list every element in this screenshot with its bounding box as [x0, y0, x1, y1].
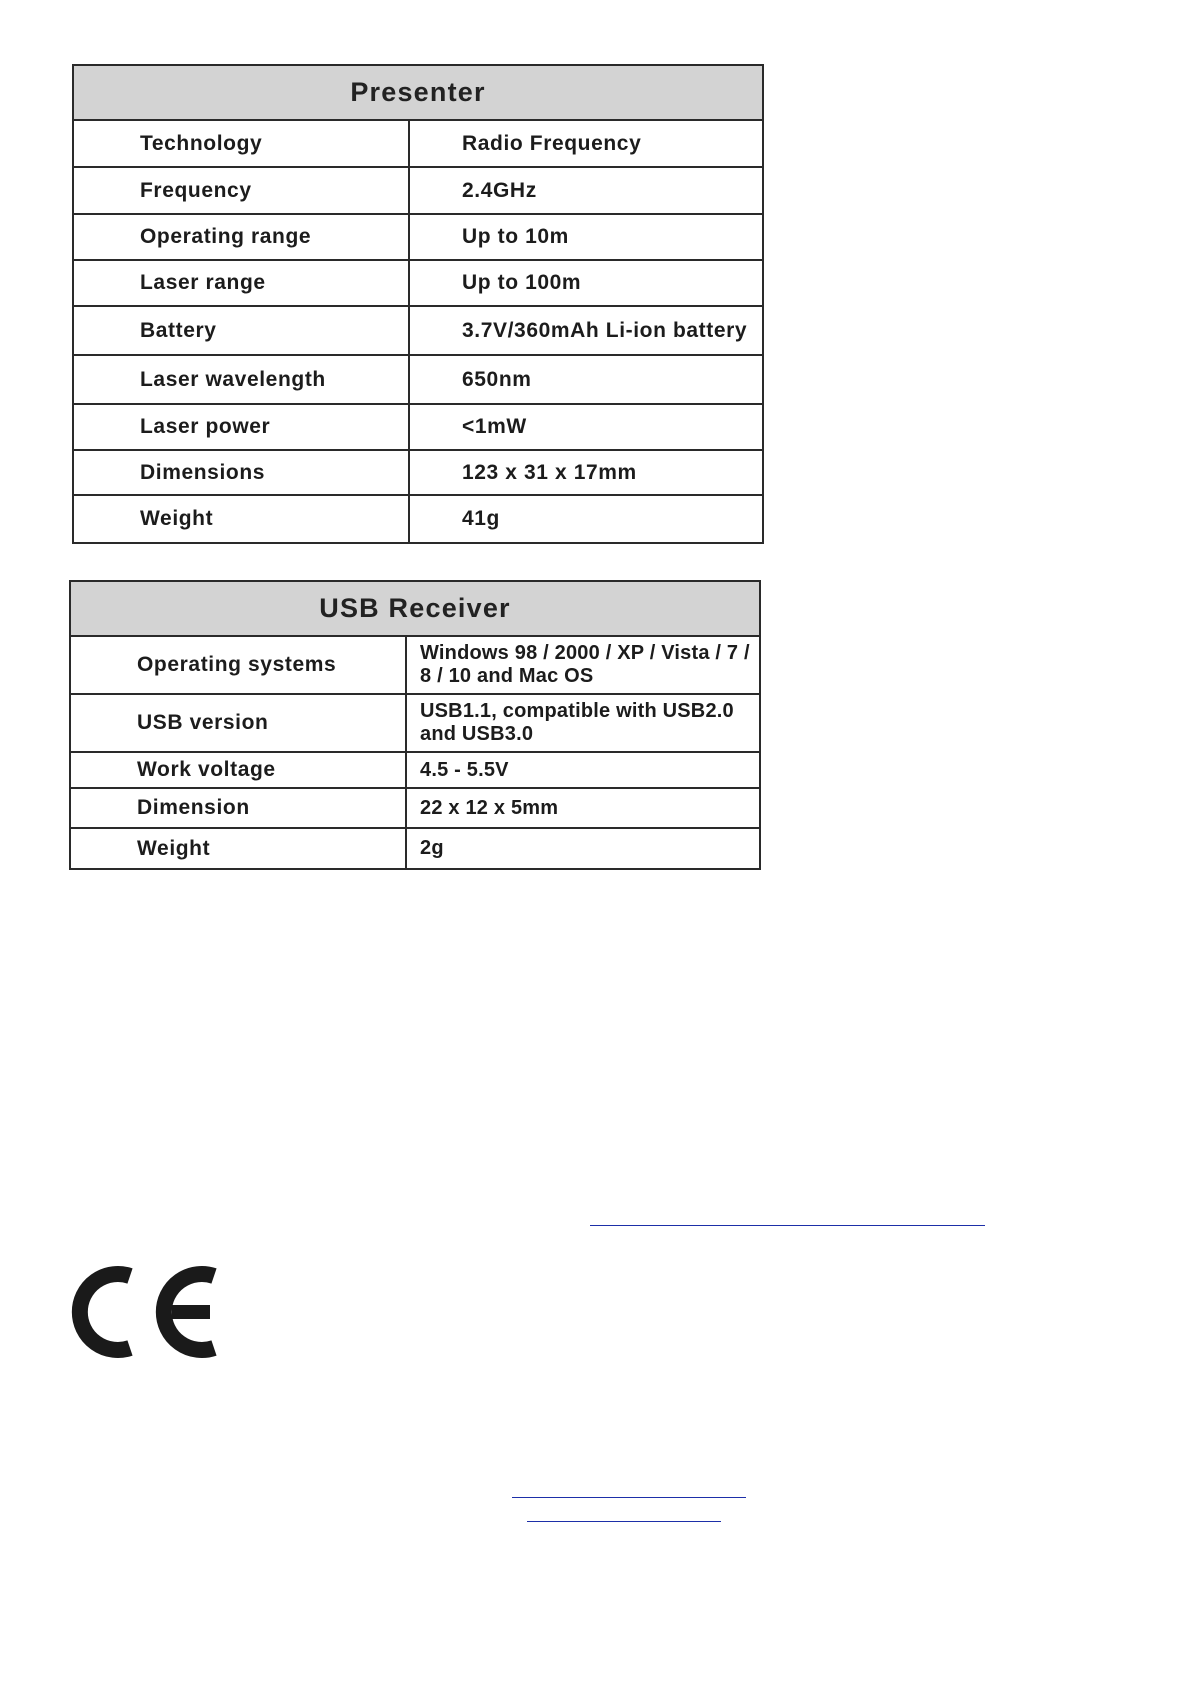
table-row — [70, 828, 760, 869]
spec-value: Up to 100m — [409, 260, 763, 306]
spec-value: Radio Frequency — [409, 120, 763, 167]
spec-label: Frequency — [73, 167, 409, 214]
spec-label: USB version — [70, 694, 406, 752]
spec-value: 4.5 - 5.5V — [406, 752, 760, 788]
spec-label: Work voltage — [70, 752, 406, 788]
spec-label: Dimension — [70, 788, 406, 828]
table-row — [73, 495, 763, 543]
usb-receiver-spec-table — [69, 580, 761, 870]
spec-label: Weight — [70, 828, 406, 869]
spec-label: Laser power — [73, 404, 409, 450]
ce-mark-icon — [68, 1258, 224, 1366]
table-row — [73, 260, 763, 306]
spec-value: 22 x 12 x 5mm — [406, 788, 760, 828]
table-row — [70, 694, 760, 752]
table-row — [70, 636, 760, 694]
spec-value: 2.4GHz — [409, 167, 763, 214]
table-row — [73, 120, 763, 167]
table-row — [73, 355, 763, 404]
table-row — [70, 752, 760, 788]
table-row — [73, 306, 763, 355]
table-row — [73, 167, 763, 214]
hyperlink-underline[interactable] — [590, 1225, 985, 1226]
spec-value: 41g — [409, 495, 763, 543]
spec-value: USB1.1, compatible with USB2.0 and USB3.0 — [406, 694, 760, 752]
spec-value: 650nm — [409, 355, 763, 404]
usb-receiver-table-title: USB Receiver — [70, 581, 760, 636]
spec-value: Windows 98 / 2000 / XP / Vista / 7 / 8 / 10 and Mac OS — [406, 636, 760, 694]
spec-label: Operating systems — [70, 636, 406, 694]
spec-value: 3.7V/360mAh Li-ion battery — [409, 306, 763, 355]
spec-label: Battery — [73, 306, 409, 355]
spec-value: <1mW — [409, 404, 763, 450]
presenter-spec-table — [72, 64, 764, 544]
table-header-row — [73, 65, 763, 120]
table-row — [73, 214, 763, 260]
spec-label: Technology — [73, 120, 409, 167]
spec-value: Up to 10m — [409, 214, 763, 260]
spec-label: Laser wavelength — [73, 355, 409, 404]
spec-label: Operating range — [73, 214, 409, 260]
spec-label: Laser range — [73, 260, 409, 306]
table-row — [73, 404, 763, 450]
table-row — [73, 450, 763, 495]
spec-value: 123 x 31 x 17mm — [409, 450, 763, 495]
spec-label: Dimensions — [73, 450, 409, 495]
spec-label: Weight — [73, 495, 409, 543]
hyperlink-underline[interactable] — [527, 1521, 721, 1522]
hyperlink-underline[interactable] — [512, 1497, 746, 1498]
table-header-row — [70, 581, 760, 636]
table-row — [70, 788, 760, 828]
presenter-table-title: Presenter — [73, 65, 763, 120]
spec-value: 2g — [406, 828, 760, 869]
